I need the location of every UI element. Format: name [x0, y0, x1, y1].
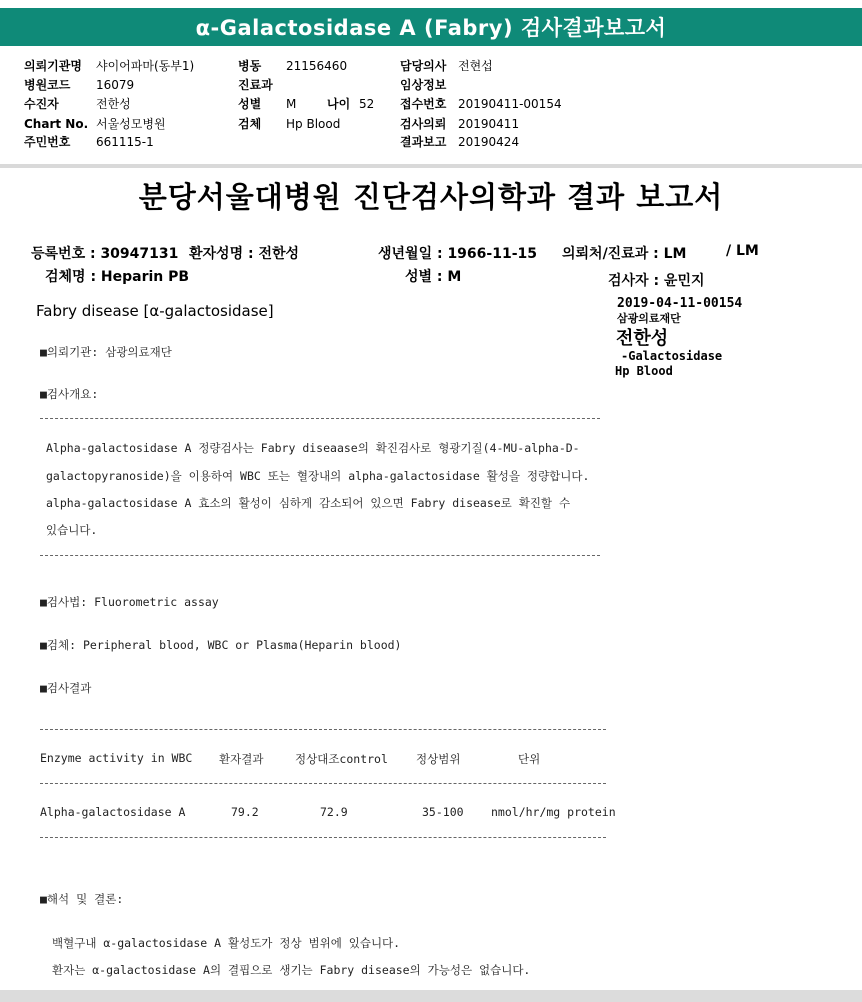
header-field-sex: 성별 M	[238, 97, 297, 111]
stamp-lab-name: 삼광의료재단	[617, 312, 681, 325]
stamp-patient-name: 전한성	[616, 328, 669, 349]
header-field-hospital-code: 병원코드 16079	[24, 78, 135, 92]
report-header-title: α-Galactosidase A (Fabry) 검사결과보고서	[0, 8, 862, 46]
header-field-resident-no: 주민번호 661115-1	[24, 135, 154, 149]
stamp-test-name: -Galactosidase	[621, 349, 723, 363]
table-header-unit: 단위	[518, 752, 541, 766]
conclusion-heading: ■해석 및 결론:	[40, 892, 124, 906]
header-field-specimen: 검체 Hp Blood	[238, 117, 341, 131]
header-field-ward: 병동 21156460	[238, 59, 348, 73]
table-header-enzyme: Enzyme activity in WBC	[40, 751, 193, 765]
header-field-test-request: 검사의뢰 20190411	[400, 117, 520, 131]
header-divider	[0, 164, 862, 168]
overview-top-rule	[40, 418, 600, 419]
overview-line: 있습니다.	[46, 523, 98, 537]
conclusion-line: 백혈구내 α-galactosidase A 활성도가 정상 범위에 있습니다.	[52, 936, 401, 950]
table-header-normal-control: 정상대조control	[295, 752, 388, 766]
registration-number: 등록번호 : 30947131	[31, 246, 179, 262]
overview-heading: ■검사개요:	[40, 387, 99, 401]
specimen-name: 검체명 : Heparin PB	[45, 269, 190, 285]
referral-department: 의뢰처/진료과 : LM	[562, 246, 687, 262]
test-method: ■검사법: Fluorometric assay	[40, 595, 219, 609]
conclusion-line: 환자는 α-galactosidase A의 결핍으로 생기는 Fabry disease의 가능성은 없습니다.	[52, 963, 531, 977]
overview-line: alpha-galactosidase A 효소의 활성이 심하게 감소되어 있으면 Fabry disease로 확진할 수	[46, 496, 571, 510]
overview-line: galactopyranoside)을 이용하여 WBC 또는 혈장내의 alpha-galactosidase 활성을 정량합니다.	[46, 469, 590, 483]
section-title: Fabry disease [α-galactosidase]	[36, 302, 274, 320]
table-cell-patient-result: 79.2	[231, 805, 259, 819]
table-cell-normal-control: 72.9	[320, 805, 348, 819]
overview-bottom-rule	[40, 555, 600, 556]
header-field-receipt-no: 접수번호 20190411-00154	[400, 97, 562, 111]
header-field-department: 진료과	[238, 78, 273, 92]
stamp-receipt-number: 2019-04-11-00154	[617, 296, 743, 311]
patient-name: 환자성명 : 전한성	[189, 246, 300, 262]
result-heading: ■검사결과	[40, 681, 92, 695]
header-field-clinical-info: 임상정보	[400, 78, 447, 92]
table-header-normal-range: 정상범위	[416, 752, 461, 766]
patient-sex: 성별 : M	[405, 269, 462, 285]
stamp-specimen: Hp Blood	[615, 364, 673, 378]
bottom-bar	[0, 990, 862, 1002]
report-title: 분당서울대병원 진단검사의학과 결과 보고서	[138, 180, 724, 214]
examiner: 검사자 : 윤민지	[608, 273, 705, 289]
specimen-line: ■검체: Peripheral blood, WBC or Plasma(Heparin blood)	[40, 638, 402, 652]
referral-department-secondary: / LM	[726, 243, 759, 259]
header-field-age: 나이 52	[327, 97, 375, 111]
result-table-bottom-rule	[40, 837, 606, 838]
header-field-patient: 수진자 전한성	[24, 97, 131, 111]
table-cell-enzyme: Alpha-galactosidase A	[40, 805, 186, 819]
header-field-requesting-institution: 의뢰기관명 샤이어파마(동부1)	[24, 59, 195, 73]
overview-line: Alpha-galactosidase A 정량검사는 Fabry diseaase의 확진검사로 형광기질(4-MU-alpha-D-	[46, 441, 580, 455]
table-header-patient-result: 환자결과	[219, 752, 264, 766]
table-cell-unit: nmol/hr/mg protein	[491, 805, 616, 819]
header-field-result-report: 결과보고 20190424	[400, 135, 520, 149]
header-field-physician: 담당의사 전현섭	[400, 59, 493, 73]
table-cell-normal-range: 35-100	[422, 805, 464, 819]
birth-date: 생년월일 : 1966-11-15	[378, 246, 537, 262]
result-table-top-rule	[40, 729, 606, 730]
requesting-institution-line: ■의뢰기관: 삼광의료재단	[40, 345, 172, 359]
header-field-chart-no: Chart No. 서울성모병원	[24, 117, 166, 131]
result-table-mid-rule	[40, 783, 606, 784]
